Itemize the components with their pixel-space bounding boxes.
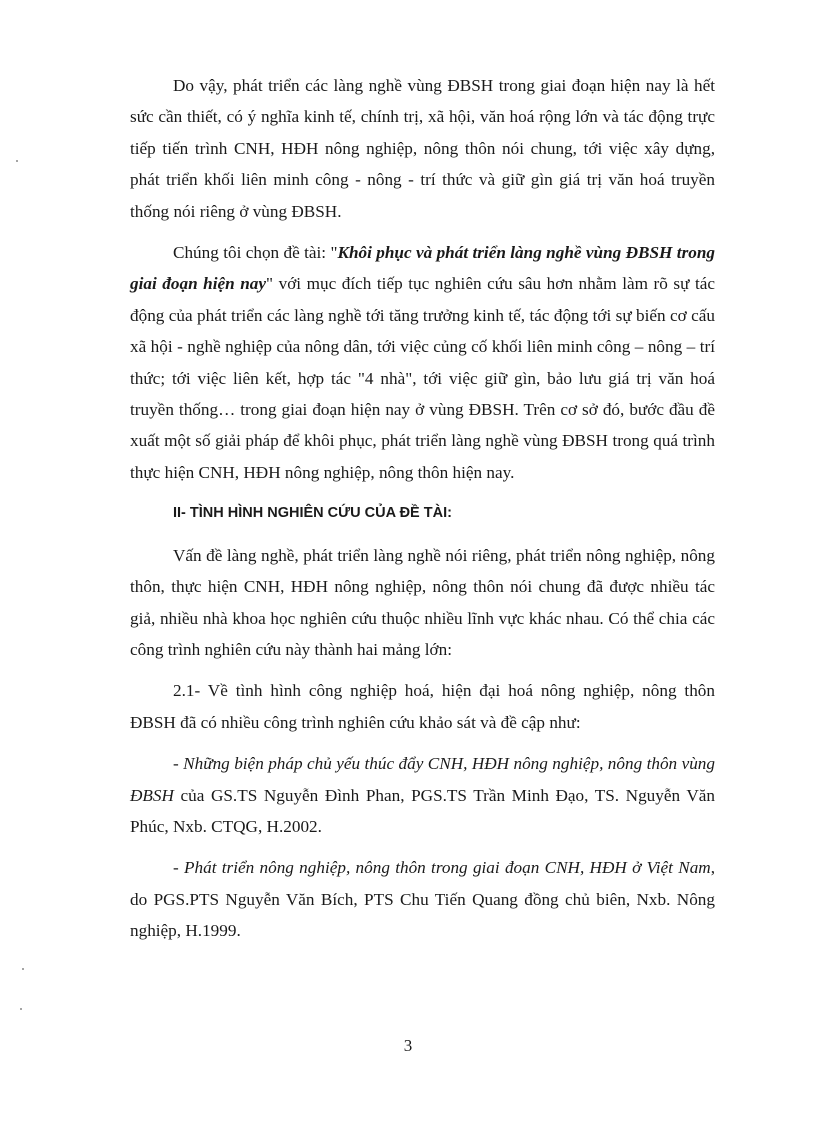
reference-2 <box>130 852 715 946</box>
page-number: 3 <box>403 1036 413 1055</box>
paragraph-4: 2.1- Về tình hình công nghiệp hoá, hiện đại hoá nông nghiệp, nông thôn ĐBSH đã có nhiều công trình nghiên cứu khảo sát và đề cập như: <box>130 681 715 732</box>
scan-speck <box>16 160 18 162</box>
reference-1-details: của GS.TS Nguyễn Đình Phan, PGS.TS Trần Minh Đạo, TS. Nguyễn Văn Phúc, Nxb. CTQG, H.2002. <box>130 785 715 836</box>
scan-speck <box>20 1008 22 1010</box>
reference-2-details: , do PGS.PTS Nguyễn Văn Bích, PTS Chu Tiến Quang đồng chủ biên, Nxb. Nông nghiệp, H.1999. <box>130 858 715 941</box>
paragraph-2-lead: Chúng tôi chọn đề tài: " <box>173 243 338 263</box>
section-heading: II- TÌNH HÌNH NGHIÊN CỨU CỦA ĐỀ TÀI: <box>173 505 452 522</box>
scan-speck <box>22 968 24 970</box>
page-body <box>130 70 715 957</box>
reference-1 <box>130 748 715 842</box>
paragraph-1: Do vậy, phát triển các làng nghề vùng ĐBSH trong giai đoạn hiện nay là hết sức cần thiết, có ý nghĩa kinh tế, chính trị, xã hội, văn hoá rộng lớn và tác động trực tiếp tiến trình CNH, HĐH nông nghiệp, nông thôn nói chung, tới việc xây dựng, phát triển khối liên minh công - nông - trí thức và giữ gìn giá trị văn hoá truyền thống nói riêng ở vùng ĐBSH. <box>130 76 715 221</box>
paragraph-2 <box>130 237 715 488</box>
paragraph-3: Vấn đề làng nghề, phát triển làng nghề nói riêng, phát triển nông nghiệp, nông thôn, thực hiện CNH, HĐH nông nghiệp, nông thôn nói chung đã được nhiều tác giả, nhiều nhà khoa học nghiên cứu thuộc nhiều lĩnh vực khác nhau. Có thể chia các công trình nghiên cứu này thành hai mảng lớn: <box>130 545 715 659</box>
reference-1-title: - Những biện pháp chủ yếu thúc đẩy CNH, HĐH nông nghiệp, nông thôn vùng ĐBSH <box>130 754 715 805</box>
paragraph-2-body: " với mục đích tiếp tục nghiên cứu sâu hơn nhằm làm rõ sự tác động của phát triển các làng nghề tới tăng trưởng kinh tế, tác động tới sự biến cơ cấu xã hội - nghề nghiệp của nông dân, tới việc củng cố khối liên minh công – nông – trí thức; tới việc liên kết, hợp tác "4 nhà", tới việc giữ gìn, bảo lưu giá trị văn hoá truyền thống… trong giai đoạn hiện nay ở vùng ĐBSH. Trên cơ sở đó, bước đầu đề xuất một số giải pháp để khôi phục, phát triển làng nghề vùng ĐBSH trong quá trình thực hiện CNH, HĐH nông nghiệp, nông thôn hiện nay. <box>130 274 715 482</box>
thesis-title: Khôi phục và phát triển làng nghề vùng ĐBSH trong giai đoạn hiện nay <box>130 243 715 294</box>
reference-2-title: - Phát triển nông nghiệp, nông thôn trong giai đoạn CNH, HĐH ở Việt Nam <box>173 858 711 878</box>
